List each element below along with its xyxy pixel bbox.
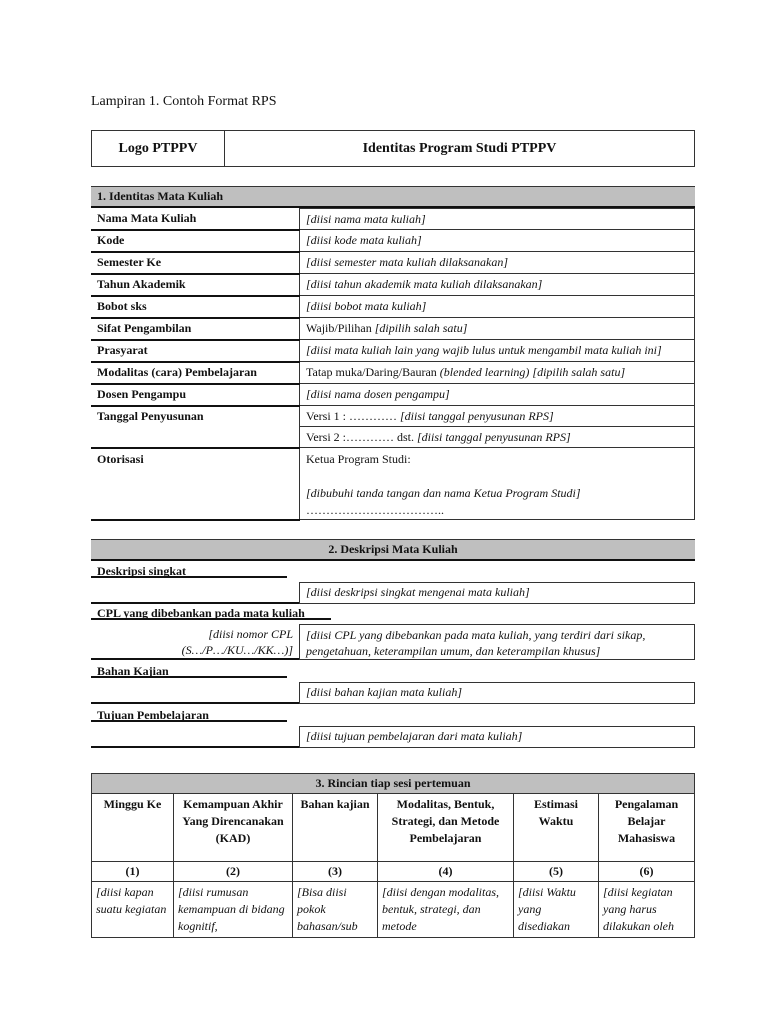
- identity-cell: Identitas Program Studi PTPPV: [362, 140, 557, 156]
- cpl-number: [diisi nomor CPL (S…/P…/KU…/KK…)]: [91, 624, 299, 660]
- row-label: [91, 427, 300, 448]
- column-number: (6): [599, 862, 695, 882]
- cpl-row: [91, 624, 695, 660]
- table-row: [91, 427, 695, 448]
- table-cell: [diisi kapan suatu kegiatan: [92, 882, 174, 938]
- tujuan-row: [91, 726, 695, 748]
- session-table: [91, 773, 695, 938]
- table-row: [91, 384, 695, 406]
- table-row: [91, 362, 695, 384]
- column-header: Minggu Ke: [92, 794, 174, 862]
- table-cell: [diisi kegiatan yang harus dilakukan oleh: [599, 882, 695, 938]
- cpl-value: [diisi CPL yang dibebankan pada mata kuliah, yang terdiri dari sikap, pengetahuan, keterampilan umum, dan keterampilan khusus]: [299, 624, 695, 660]
- row-value: Wajib/Pilihan [dipilih salah satu]: [300, 318, 695, 340]
- section3-title: 3. Rincian tiap sesi pertemuan: [92, 774, 695, 794]
- column-header: Bahan kajian: [293, 794, 378, 862]
- bahan-row: [91, 682, 695, 704]
- column-header: Modalitas, Bentuk, Strategi, dan Metode Pembelajaran: [378, 794, 514, 862]
- bahan-label: Bahan Kajian: [91, 662, 287, 678]
- bahan-value: [diisi bahan kajian mata kuliah]: [299, 682, 695, 704]
- row-label: Semester Ke: [91, 252, 300, 274]
- otorisasi-value: [300, 448, 695, 520]
- row-label: Nama Mata Kuliah: [91, 209, 300, 230]
- row-value: Versi 1 : ………… [diisi tanggal penyusunan RPS]: [300, 406, 695, 427]
- table-row: [91, 448, 695, 520]
- section1-title: 1. Identitas Mata Kuliah: [91, 186, 695, 208]
- table-row: [91, 296, 695, 318]
- row-value: Versi 2 :………… dst. [diisi tanggal penyusunan RPS]: [300, 427, 695, 448]
- row-value: [diisi semester mata kuliah dilaksanakan]: [300, 252, 695, 274]
- column-header: Pengalaman Belajar Mahasiswa: [599, 794, 695, 862]
- row-label: Kode: [91, 230, 300, 252]
- table-row: [91, 318, 695, 340]
- row-value: [diisi bobot mata kuliah]: [300, 296, 695, 318]
- row-value: [diisi tahun akademik mata kuliah dilaksanakan]: [300, 274, 695, 296]
- row-value: [diisi mata kuliah lain yang wajib lulus untuk mengambil mata kuliah ini]: [300, 340, 695, 362]
- section2-title: 2. Deskripsi Mata Kuliah: [91, 539, 695, 561]
- column-number: (2): [174, 862, 293, 882]
- row-label: Dosen Pengampu: [91, 384, 300, 406]
- row-label: Sifat Pengambilan: [91, 318, 300, 340]
- table-row: [91, 252, 695, 274]
- table-row: [91, 274, 695, 296]
- row-label: Prasyarat: [91, 340, 300, 362]
- table-cell: [diisi Waktu yang disediakan: [514, 882, 599, 938]
- table-row: [91, 406, 695, 427]
- row-value: [diisi kode mata kuliah]: [300, 230, 695, 252]
- row-value: [diisi nama dosen pengampu]: [300, 384, 695, 406]
- row-label: Bobot sks: [91, 296, 300, 318]
- otorisasi-line1: Ketua Program Studi:: [306, 452, 411, 466]
- section2-body: [91, 562, 695, 748]
- document-caption: Lampiran 1. Contoh Format RPS: [91, 94, 277, 109]
- tujuan-label: Tujuan Pembelajaran: [91, 706, 287, 722]
- row-label: Modalitas (cara) Pembelajaran: [91, 362, 300, 384]
- table-cell: [diisi dengan modalitas, bentuk, strategi, dan metode: [378, 882, 514, 938]
- deskripsi-row: [91, 582, 695, 604]
- cpl-label: CPL yang dibebankan pada mata kuliah: [91, 604, 331, 620]
- deskripsi-value: [diisi deskripsi singkat mengenai mata kuliah]: [299, 582, 695, 604]
- row-label: Tanggal Penyusunan: [97, 409, 204, 423]
- column-number: (3): [293, 862, 378, 882]
- column-header: Estimasi Waktu: [514, 794, 599, 862]
- column-header: Kemampuan Akhir Yang Direncanakan (KAD): [174, 794, 293, 862]
- deskripsi-label: Deskripsi singkat: [91, 562, 287, 578]
- column-number: (1): [92, 862, 174, 882]
- tujuan-value: [diisi tujuan pembelajaran dari mata kuliah]: [299, 726, 695, 748]
- table-row: [91, 230, 695, 252]
- table-cell: [diisi rumusan kemampuan di bidang kognitif,: [174, 882, 293, 938]
- header-box: [91, 130, 695, 167]
- otorisasi-line3: ……………………………..: [306, 503, 444, 517]
- logo-cell: Logo PTPPV: [92, 131, 225, 166]
- column-number: (5): [514, 862, 599, 882]
- row-label: Tahun Akademik: [91, 274, 300, 296]
- identity-table: [91, 208, 695, 521]
- table-row: [91, 340, 695, 362]
- row-value: Tatap muka/Daring/Bauran (blended learning) [dipilih salah satu]: [300, 362, 695, 384]
- row-label: Otorisasi: [91, 448, 300, 520]
- row-value: [diisi nama mata kuliah]: [300, 209, 695, 230]
- table-cell: [Bisa diisi pokok bahasan/sub: [293, 882, 378, 938]
- table-row: [91, 209, 695, 230]
- otorisasi-line2: [dibubuhi tanda tangan dan nama Ketua Program Studi]: [306, 486, 581, 500]
- column-number: (4): [378, 862, 514, 882]
